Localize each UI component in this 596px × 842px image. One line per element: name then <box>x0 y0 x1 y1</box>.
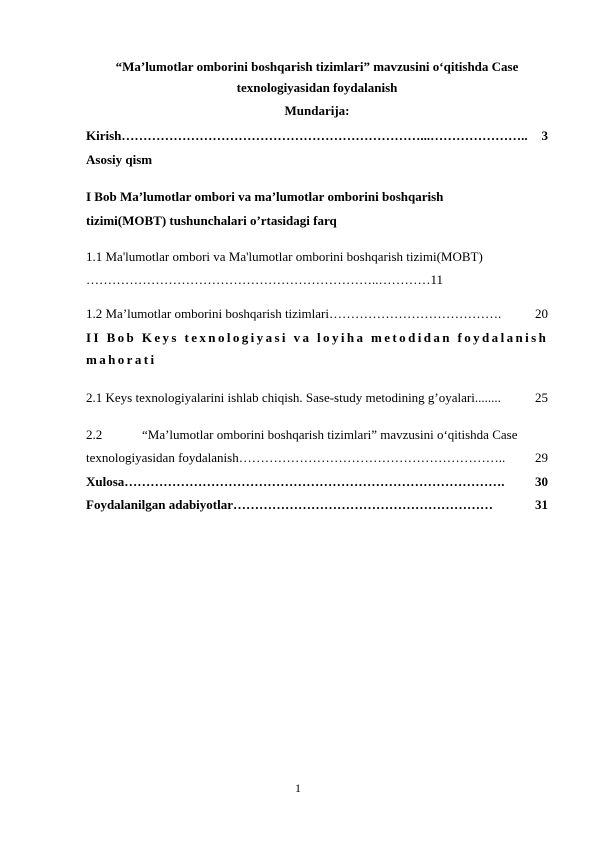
toc-page: 20 <box>535 306 548 321</box>
toc-page: 25 <box>535 390 548 405</box>
toc-leader: ……………………………………………………………...………………….. <box>121 128 528 143</box>
toc-entry-2-1[interactable] <box>86 390 548 406</box>
toc-page: 31 <box>535 497 548 512</box>
toc-bob1-line-2[interactable]: tizimi(MOBT) tushunchalari o’rtasidagi farq <box>86 213 337 228</box>
toc-leader: ……………………………………………………………………………. <box>124 474 505 489</box>
toc-bob2-line-1[interactable]: II Bob Keys texnologiyasi va loyiha metodidan foydalanish <box>86 330 549 345</box>
toc-asosiy-qism: Asosiy qism <box>86 152 153 167</box>
doc-title-line-1: “Ma’lumotlar omborini boshqarish tizimlari” mavzusini o‘qitishda Case <box>115 59 519 74</box>
toc-bob2-line-2[interactable]: mahorati <box>86 352 157 367</box>
toc-number: 2.2 <box>86 427 103 442</box>
toc-page: 29 <box>535 450 548 465</box>
toc-leader: …………………………………………………………..………… <box>86 272 431 287</box>
toc-label: texnologiyasidan foydalanish <box>86 450 239 465</box>
toc-entry-1-1-line-1[interactable]: 1.1 Ma'lumotlar ombori va Ma'lumotlar omborini boshqarish tizimi(MOBT) <box>86 249 483 264</box>
toc-leader: …………………………………. <box>329 306 502 321</box>
page-number: 1 <box>295 781 301 795</box>
toc-leader: ........ <box>474 390 501 405</box>
toc-label: 2.1 Keys texnologiyalarini ishlab chiqish. Sase-study metodining g’oyalari <box>86 390 475 405</box>
doc-title-line-2: texnologiyasidan foydalanish <box>236 80 398 95</box>
toc-page: 30 <box>535 474 548 489</box>
toc-label: 1.2 Ma’lumotlar omborini boshqarish tizimlari <box>86 306 329 321</box>
toc-entry-2-2-line-1[interactable] <box>86 427 548 443</box>
toc-entry-adabiyotlar[interactable] <box>86 497 548 513</box>
toc-entry-1-1-line-2[interactable] <box>86 272 548 288</box>
toc-entry-kirish[interactable] <box>86 128 548 144</box>
toc-label: “Ma’lumotlar omborini boshqarish tizimlari” mavzusini o‘qitishda Case <box>142 427 518 442</box>
toc-entry-1-2[interactable] <box>86 306 548 322</box>
toc-leader: …………………………………………………….. <box>238 450 506 465</box>
toc-entry-2-2-line-2[interactable] <box>86 450 548 466</box>
toc-page: 11 <box>430 272 444 287</box>
toc-bob1-line-1[interactable]: I Bob Ma’lumotlar ombori va ma’lumotlar omborini boshqarish <box>86 189 444 204</box>
toc-label: Kirish <box>86 128 122 143</box>
toc-label: Xulosa <box>86 474 125 489</box>
toc-page: 3 <box>541 128 548 143</box>
toc-leader: …………………………………………………… <box>233 497 493 512</box>
contents-heading: Mundarija: <box>284 103 350 118</box>
toc-label: Foydalanilgan adabiyotlar <box>86 497 233 512</box>
toc-entry-xulosa[interactable] <box>86 474 548 490</box>
